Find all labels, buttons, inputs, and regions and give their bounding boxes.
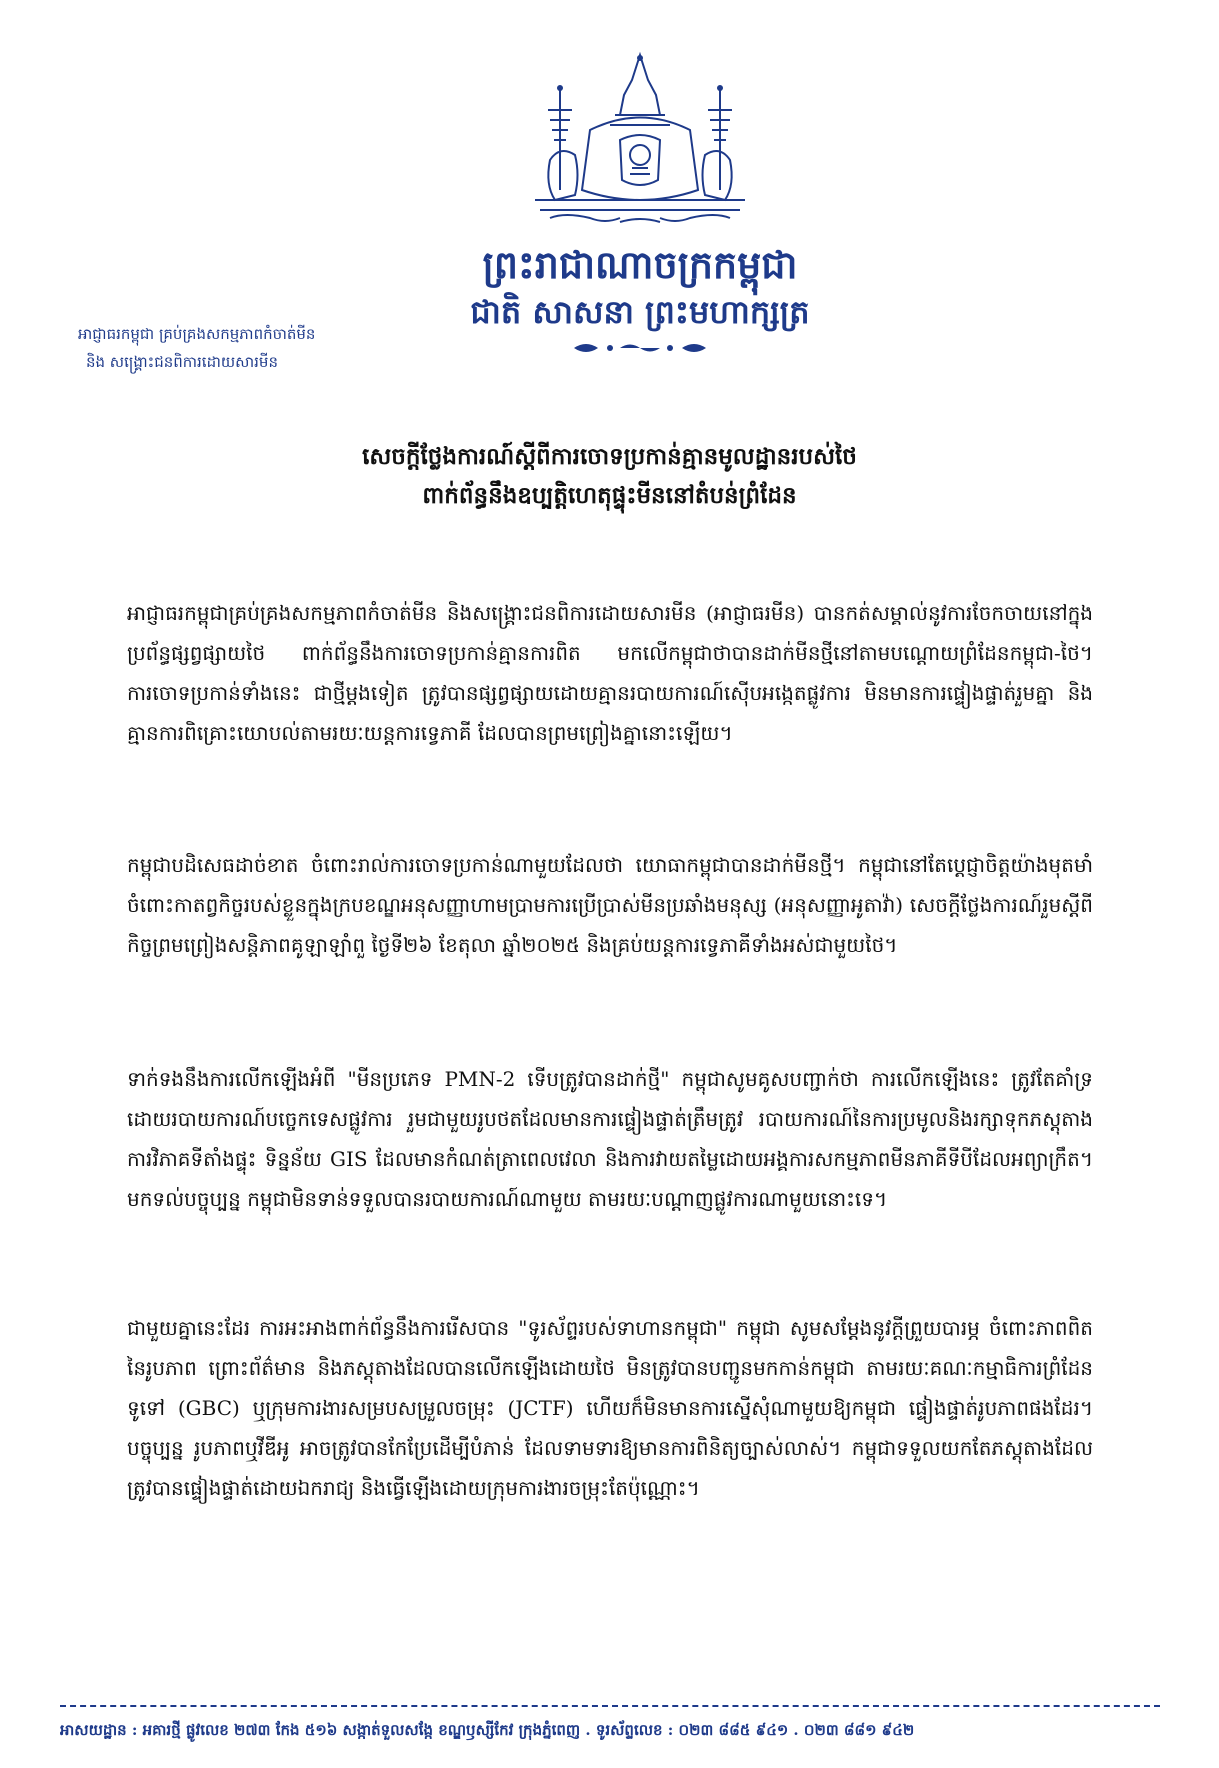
kingdom-name: ព្រះរាជាណាចក្រកម្ពុជា [482, 242, 798, 287]
footer-address: អាសយដ្ឋាន : អគារថ្មី ផ្លូវលេខ ២៧៣ កែង ៥១៦ សង្កាត់ទួលសង្កែ ខណ្ឌឫស្សីកែវ ក្រុងភ្នំពេញ . ទូរស័ព្ទលេខ : ០២៣ ៨៨៥ ៩៤១ . ០២៣ ៨៨១ ៩៤២ [60, 1721, 915, 1739]
issuing-authority [78, 320, 438, 376]
title-line-2: ពាក់ព័ន្ធនឹងឧប្បត្តិហេតុផ្ទុះមីននៅតំបន់ព្រំដែន [422, 482, 797, 509]
paragraph-4: ជាមួយគ្នានេះដែរ ការអះអាងពាក់ព័ន្ធនឹងការរើសបាន "ទូរស័ព្ទរបស់ទាហានកម្ពុជា" កម្ពុជា សូមសម្តែងនូវក្តីព្រួយបារម្ភ ចំពោះភាពពិតនៃរូបភាព ព្រោះព័ត៌មាន និងភស្តុតាងដែលបានលើកឡើងដោយថៃ មិនត្រូវបានបញ្ជូនមកកាន់កម្ពុជា តាមរយៈគណៈកម្មាធិការព្រំដែនទូទៅ (GBC) ឬក្រុមការងារសម្របសម្រួលចម្រុះ (JCTF) ហើយក៏មិនមានការស្នើសុំណាមួយឱ្យកម្ពុជា ផ្ទៀងផ្ទាត់រូបភាពផងដែរ។ បច្ចុប្បន្ន រូបភាពឬវីឌីអូ អាចត្រូវបានកែប្រែដើម្បីបំភាន់ ដែលទាមទារឱ្យមានការពិនិត្យច្បាស់លាស់។ កម្ពុជាទទួលយកតែភស្តុតាងដែលត្រូវបានផ្ទៀងផ្ទាត់ដោយឯករាជ្យ និងធ្វើឡើងដោយក្រុមការងារចម្រុះតែប៉ុណ្ណោះ។ [127, 1316, 1093, 1500]
royal-arms-emblem [520, 50, 760, 235]
kingdom-header [420, 240, 860, 356]
paragraph-1: អាជ្ញាធរកម្ពុជាគ្រប់គ្រងសកម្មភាពកំចាត់មីន និងសង្គ្រោះជនពិការដោយសារមីន (អាជ្ញាធរមីន) បានកត់សម្គាល់នូវការចែកចាយនៅក្នុងប្រព័ន្ធផ្សព្វផ្សាយថៃ ពាក់ព័ន្ធនឹងការចោទប្រកាន់គ្មានការពិត មកលើកម្ពុជាថាបានដាក់មីនថ្មីនៅតាមបណ្តោយព្រំដែនកម្ពុជា-ថៃ។ ការចោទប្រកាន់ទាំងនេះ ជាថ្មីម្តងទៀត ត្រូវបានផ្សព្វផ្សាយដោយគ្មានរបាយការណ៍ស៊ើបអង្កេតផ្លូវការ មិនមានការផ្ទៀងផ្ទាត់រួមគ្នា និងគ្មានការពិគ្រោះយោបល់តាមរយៈយន្តការទ្វេភាគី ដែលបានព្រមព្រៀងគ្នានោះឡើយ។ [127, 601, 1093, 745]
title-line-1: សេចក្តីថ្លែងការណ៍ស្តីពីការចោទប្រកាន់គ្មានមូលដ្ឋានរបស់ថៃ [362, 443, 857, 470]
issuer-line-2: និង សង្គ្រោះជនពិការដោយសារមីន [86, 353, 278, 371]
paragraph-3: ទាក់ទងនឹងការលើកឡើងអំពី "មីនប្រភេទ PMN-2 ទើបត្រូវបានដាក់ថ្មី" កម្ពុជាសូមគូសបញ្ជាក់ថា ការលើកឡើងនេះ ត្រូវតែគាំទ្រដោយរបាយការណ៍បច្ចេកទេសផ្លូវការ រួមជាមួយរូបថតដែលមានការផ្ទៀងផ្ទាត់ត្រឹមត្រូវ របាយការណ៍នៃការប្រមូលនិងរក្សាទុកភស្តុតាង ការវិភាគទីតាំងផ្ទុះ ទិន្នន័យ GIS ដែលមានកំណត់ត្រាពេលវេលា និងការវាយតម្លៃដោយអង្គការសកម្មភាពមីនភាគីទីបីដែលអព្យាក្រឹត។ មកទល់បច្ចុប្បន្ន កម្ពុជាមិនទាន់ទទួលបានរបាយការណ៍ណាមួយ តាមរយៈបណ្តាញផ្លូវការណាមួយនោះទេ។ [127, 1067, 1093, 1211]
document-title [100, 437, 1119, 515]
issuer-line-1: អាជ្ញាធរកម្ពុជា គ្រប់គ្រងសកម្មភាពកំចាត់មីន [78, 325, 316, 343]
paragraph-2: កម្ពុជាបដិសេធដាច់ខាត ចំពោះរាល់ការចោទប្រកាន់ណាមួយដែលថា យោធាកម្ពុជាបានដាក់មីនថ្មី។ កម្ពុជានៅតែប្តេជ្ញាចិត្តយ៉ាងមុតមាំ ចំពោះកាតព្វកិច្ចរបស់ខ្លួនក្នុងក្របខណ្ឌអនុសញ្ញាហាមប្រាមការប្រើប្រាស់មីនប្រឆាំងមនុស្ស (អនុសញ្ញាអូតាវ៉ា) សេចក្តីថ្លែងការណ៍រួមស្តីពីកិច្ចព្រមព្រៀងសន្តិភាពគូឡាឡាំពួ ថ្ងៃទី២៦ ខែតុលា ឆ្នាំ២០២៥ និងគ្រប់យន្តការទ្វេភាគីទាំងអស់ជាមួយថៃ។ [127, 853, 1093, 957]
ornament-divider-icon [570, 340, 710, 356]
footer-divider [60, 1705, 1160, 1707]
national-motto: ជាតិ សាសនា ព្រះមហាក្សត្រ [470, 293, 810, 331]
